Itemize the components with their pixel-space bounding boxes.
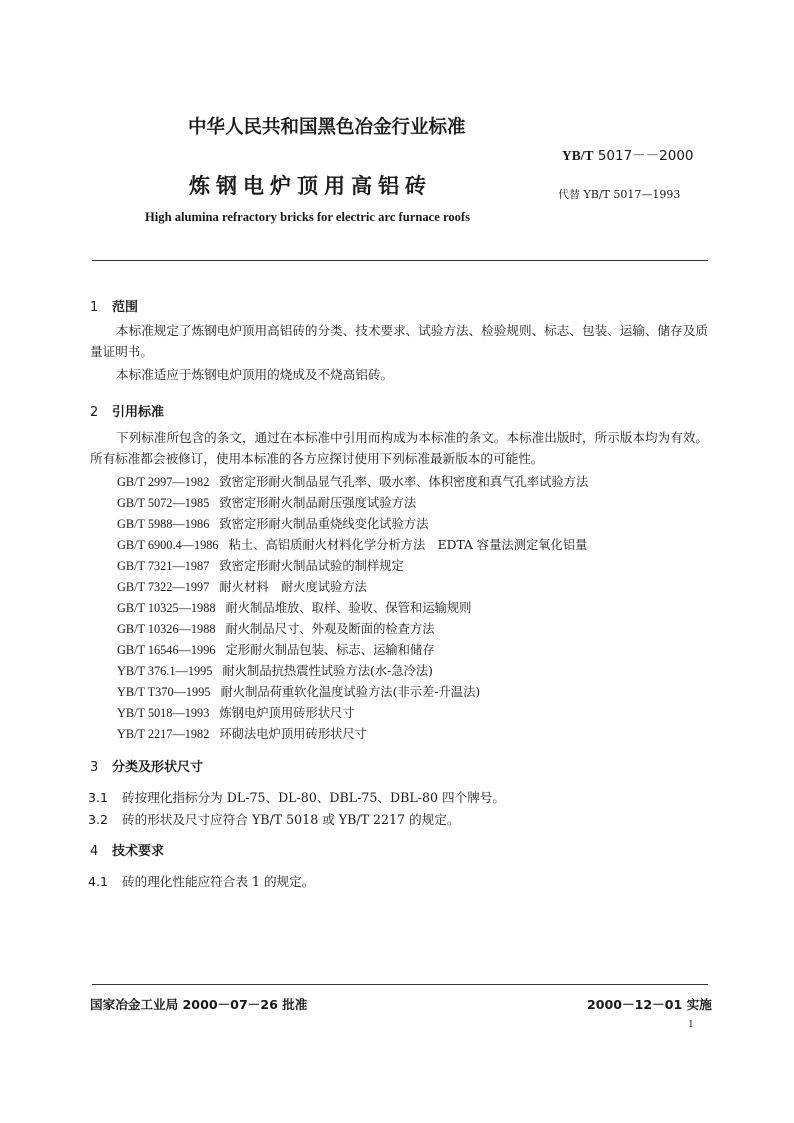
reference-code: GB/T 7321—1987 (117, 559, 210, 573)
section-title: 范围 (112, 300, 139, 315)
reference-code: GB/T 16546—1996 (117, 643, 216, 657)
reference-code: YB/T T370—1995 (117, 685, 211, 699)
header-divider (92, 260, 708, 261)
reference-item (117, 682, 480, 700)
reference-title: 致密定形耐火制品耐压强度试验方法 (219, 496, 417, 510)
reference-code: GB/T 7322—1997 (117, 580, 210, 594)
reference-item (117, 556, 404, 574)
section-number: 4 (90, 844, 99, 859)
clause-3-2 (88, 809, 459, 828)
scope-paragraph-2: 本标准适应于炼钢电炉顶用的烧成及不烧高铝砖。 (116, 367, 394, 382)
reference-code: GB/T 10326—1988 (117, 622, 216, 636)
section-heading-classification (90, 756, 203, 775)
standard-number (562, 144, 694, 164)
approval-date: 国家冶金工业局 2000－07－26 批准 (90, 997, 308, 1012)
reference-item (117, 724, 367, 742)
reference-item (117, 535, 587, 553)
reference-item (117, 514, 428, 532)
clause-text: 砖的形状及尺寸应符合 YB/T 5018 或 YB/T 2217 的规定。 (122, 812, 460, 827)
reference-code: GB/T 6900.4—1986 (117, 538, 219, 552)
clause-4-1 (88, 871, 314, 890)
section-title: 技术要求 (112, 844, 165, 859)
document-title-cn: 炼钢电炉顶用高铝砖 (189, 174, 432, 198)
clause-number: 3.2 (88, 812, 109, 827)
footer-divider (92, 984, 708, 985)
reference-code: YB/T 2217—1982 (117, 727, 210, 741)
reference-item (117, 640, 435, 658)
document-title-en: High alumina refractory bricks for electric arc furnace roofs (145, 210, 471, 224)
reference-title: 耐火制品荷重软化温度试验方法(非示差-升温法) (220, 685, 481, 699)
reference-item (117, 661, 433, 679)
reference-title: 耐火制品抗热震性试验方法(水-急冷法) (222, 664, 433, 678)
reference-item (117, 703, 355, 721)
standard-code: 5017－－2000 (597, 148, 694, 164)
issuing-organization: 中华人民共和国黑色冶金行业标准 (188, 117, 466, 138)
reference-code: GB/T 2997—1982 (117, 475, 210, 489)
reference-item (117, 493, 416, 511)
section-title: 分类及形状尺寸 (112, 760, 204, 775)
reference-title: 耐火制品堆放、取样、验收、保管和运输规则 (225, 601, 472, 615)
reference-title: 粘土、高铝质耐火材料化学分析方法 EDTA 容量法测定氧化铝量 (228, 538, 588, 552)
section-title: 引用标准 (112, 405, 165, 420)
reference-item (117, 472, 588, 490)
reference-item (117, 577, 367, 595)
reference-code: GB/T 10325—1988 (117, 601, 216, 615)
clause-text: 砖按理化指标分为 DL-75、DL-80、DBL-75、DBL-80 四个牌号。 (122, 790, 505, 805)
reference-item (117, 598, 471, 616)
reference-title: 致密定形耐火制品重烧线变化试验方法 (219, 517, 429, 531)
reference-code: GB/T 5072—1985 (117, 496, 210, 510)
reference-title: 耐火制品尺寸、外观及断面的检查方法 (225, 622, 435, 636)
section-heading-technical-requirements (90, 840, 164, 859)
section-heading-scope (90, 296, 138, 315)
replaces-note: 代替 YB/T 5017—1993 (558, 188, 681, 201)
reference-code: YB/T 5018—1993 (117, 706, 210, 720)
reference-code: GB/T 5988—1986 (117, 517, 210, 531)
reference-title: 炼钢电炉顶用砖形状尺寸 (219, 706, 355, 720)
section-number: 2 (90, 405, 99, 420)
reference-title: 耐火材料 耐火度试验方法 (219, 580, 367, 594)
references-intro: 下列标准所包含的条文，通过在本标准中引用而构成为本标准的条文。本标准出版时，所示版本均为有效。所有标准都会被修订，使用本标准的各方应探讨使用下列标准最新版本的可能性。 (90, 430, 708, 466)
clause-number: 3.1 (88, 790, 109, 805)
reference-title: 致密定形耐火制品显气孔率、吸水率、体积密度和真气孔率试验方法 (219, 475, 589, 489)
effective-date: 2000－12－01 实施 (587, 997, 712, 1012)
clause-text: 砖的理化性能应符合表 1 的规定。 (122, 874, 315, 889)
standard-prefix: YB/T (562, 148, 594, 163)
reference-code: YB/T 376.1—1995 (117, 664, 213, 678)
reference-item (117, 619, 435, 637)
reference-title: 定形耐火制品包装、标志、运输和储存 (225, 643, 435, 657)
scope-paragraph-1: 本标准规定了炼钢电炉顶用高铝砖的分类、技术要求、试验方法、检验规则、标志、包装、运输、储存及质量证明书。 (90, 323, 708, 359)
page-number: 1 (688, 1018, 694, 1030)
reference-title: 环砌法电炉顶用砖形状尺寸 (219, 727, 367, 741)
clause-number: 4.1 (88, 874, 109, 889)
reference-title: 致密定形耐火制品试验的制样规定 (219, 559, 404, 573)
section-number: 1 (90, 300, 99, 315)
section-number: 3 (90, 760, 99, 775)
section-heading-references (90, 401, 164, 420)
clause-3-1 (88, 787, 505, 806)
